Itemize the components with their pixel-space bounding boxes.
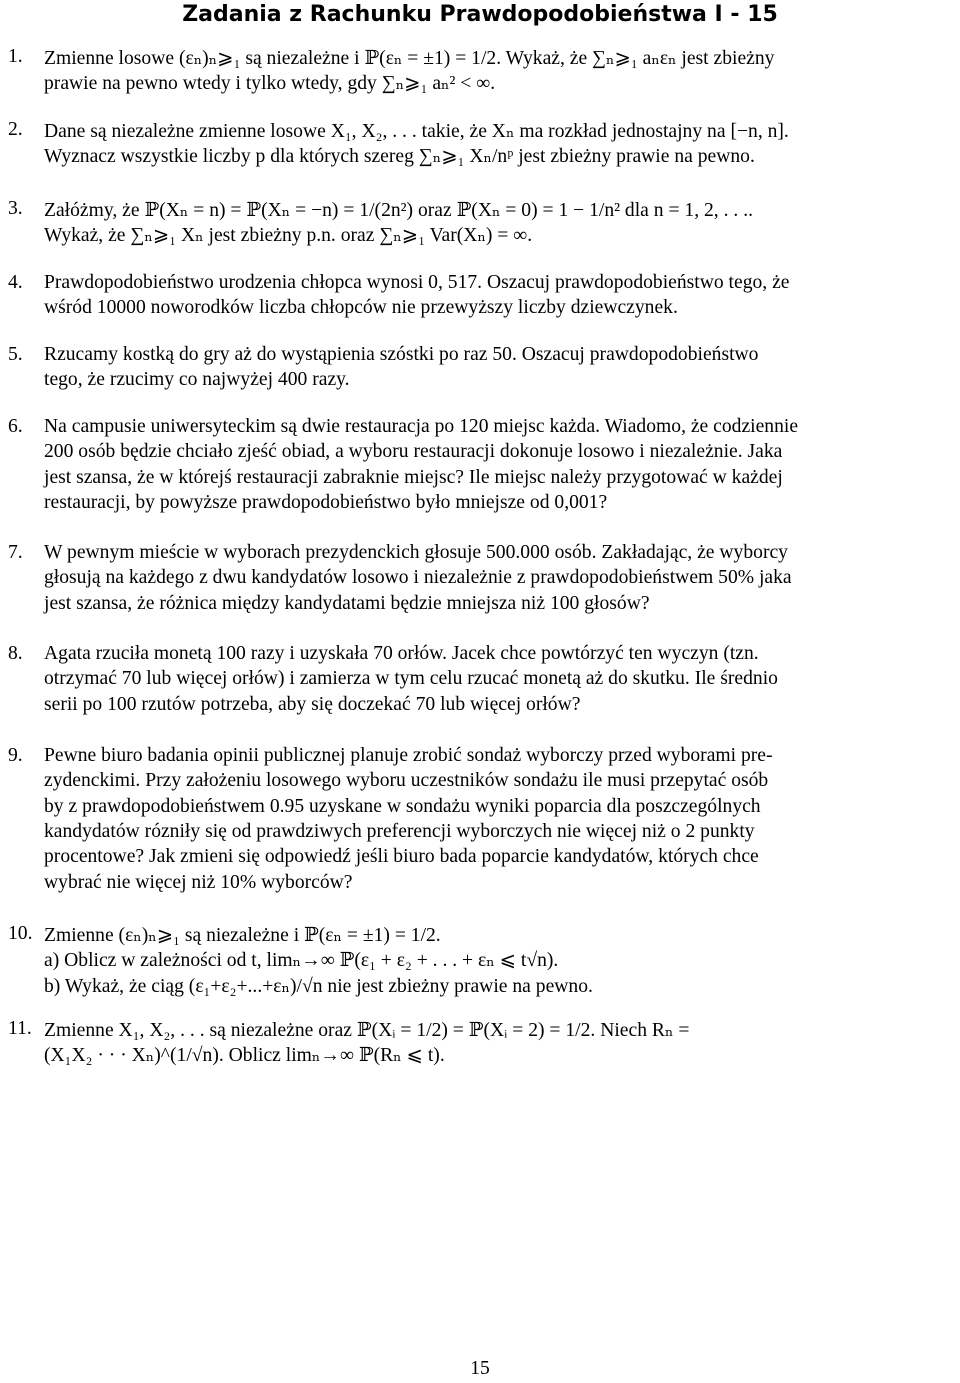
problem-number: 11. — [8, 1018, 32, 1039]
problem-number: 2. — [8, 119, 23, 140]
problem-text-line: restauracji, by powyższe prawdopodobieństwo było mniejsze od 0,001? — [44, 491, 608, 513]
problem-text-line: procentowe? Jak zmieni się odpowiedź jeśli biuro bada poparcie kandydatów, których chce — [44, 846, 759, 868]
problem-text-line: Pewne biuro badania opinii publicznej planuje zrobić sondaż wyborczy przed wyborami pre- — [44, 745, 773, 766]
problem-number: 4. — [8, 272, 23, 293]
problem-text-line: b) Wykaż, że ciąg (ε₁+ε₂+...+εₙ)/√n nie jest zbieżny prawie na pewno. — [44, 975, 593, 997]
problem-number: 6. — [8, 416, 23, 437]
problem-text-line: Na campusie uniwersyteckim są dwie restauracja po 120 miejsc każda. Wiadomo, że codziennie — [44, 416, 799, 437]
problem-3 — [8, 198, 956, 249]
problem-text-line: 200 osób będzie chciało zjeść obiad, a wyboru restauracji dokonuje losowo i niezależnie. Jaka — [44, 441, 783, 463]
problem-text-line: Agata rzuciła monetą 100 razy i uzyskała 70 orłów. Jacek chce powtórzyć ten wyczyn (tzn. — [44, 643, 759, 664]
problem-text-line: Wyznacz wszystkie liczby p dla których szereg ∑ₙ⩾₁ Xₙ/nᵖ jest zbieżny prawie na pewno. — [44, 146, 755, 168]
problem-text-line: Zmienne X₁, X₂, . . . są niezależne oraz ℙ(Xᵢ = 1/2) = ℙ(Xᵢ = 2) = 1/2. Niech Rₙ = — [44, 1020, 690, 1041]
problem-9 — [8, 745, 956, 897]
problem-5 — [8, 344, 956, 395]
problem-text-line: (X₁X₂ · · · Xₙ)^(1/√n). Oblicz limₙ→∞ ℙ(Rₙ ⩽ t). — [44, 1045, 445, 1067]
problem-number: 9. — [8, 745, 23, 766]
problem-4 — [8, 272, 956, 323]
problem-text-line: prawie na pewno wtedy i tylko wtedy, gdy ∑ₙ⩾₁ aₙ² < ∞. — [44, 73, 496, 95]
problem-text-line: Dane są niezależne zmienne losowe X₁, X₂, . . . takie, że Xₙ ma rozkład jednostajny na [−n, n]. — [44, 121, 789, 142]
problem-text-line: jest szansa, że w którejś restauracji zabraknie miejsc? Ile miejsc należy przygotować w każdej — [44, 466, 783, 488]
problem-text-line: kandydatów rózniły się od prawdziwych preferencji wyborczych nie więcej niż o 2 punkty — [44, 820, 755, 842]
problem-6 — [8, 416, 956, 517]
problem-text-line: jest szansa, że różnica między kandydatami będzie mniejsza niż 100 głosów? — [44, 592, 650, 614]
problem-number: 5. — [8, 344, 23, 365]
problem-8 — [8, 643, 956, 719]
problem-7 — [8, 542, 956, 618]
problem-number: 7. — [8, 542, 23, 563]
problem-text-line: serii po 100 rzutów potrzeba, aby się doczekać 70 lub więcej orłów? — [44, 693, 581, 715]
page-number: 15 — [470, 1358, 490, 1379]
problem-text-line: W pewnym mieście w wyborach prezydenckich głosuje 500.000 osób. Zakładając, że wyborcy — [44, 542, 788, 563]
problem-11 — [8, 1018, 956, 1069]
problem-number: 8. — [8, 643, 23, 664]
problem-text-line: Wykaż, że ∑ₙ⩾₁ Xₙ jest zbieżny p.n. oraz ∑ₙ⩾₁ Var(Xₙ) = ∞. — [44, 225, 533, 247]
problem-text-line: otrzymać 70 lub więcej orłów) i zamierza w tym celu rzucać monetą aż do skutku. Ile średnio — [44, 668, 778, 690]
problem-text-line: Zmienne losowe (εₙ)ₙ⩾₁ są niezależne i ℙ(εₙ = ±1) = 1/2. Wykaż, że ∑ₙ⩾₁ aₙεₙ jest zbieżny — [44, 48, 775, 69]
problem-1 — [8, 46, 956, 97]
problem-number: 3. — [8, 198, 23, 219]
problem-number: 10. — [8, 923, 33, 944]
problem-text-line: głosują na każdego z dwu kandydatów losowo i niezależnie z prawdopodobieństwem 50% jaka — [44, 567, 792, 589]
problem-text-line: Rzucamy kostką do gry aż do wystąpienia szóstki po raz 50. Oszacuj prawdopodobieństwo — [44, 344, 759, 365]
problem-number: 1. — [8, 46, 23, 67]
problem-text-line: tego, że rzucimy co najwyżej 400 razy. — [44, 369, 350, 391]
problem-text-line: by z prawdopodobieństwem 0.95 uzyskane w sondażu wyniki poparcia dla poszczególnych — [44, 795, 761, 817]
problem-text-line: wśród 10000 noworodków liczba chłopców nie przewyższy liczby dziewczynek. — [44, 297, 678, 319]
problem-text-line: a) Oblicz w zależności od t, limₙ→∞ ℙ(ε₁ + ε₂ + . . . + εₙ ⩽ t√n). — [44, 950, 559, 972]
problem-10 — [8, 923, 956, 999]
problem-2 — [8, 119, 956, 170]
page-title: Zadania z Rachunku Prawdopodobieństwa I - 15 — [182, 2, 778, 27]
problem-text-line: Zmienne (εₙ)ₙ⩾₁ są niezależne i ℙ(εₙ = ±1) = 1/2. — [44, 925, 441, 946]
problem-text-line: wybrać nie więcej niż 10% wyborców? — [44, 871, 353, 893]
problem-text-line: Prawdopodobieństwo urodzenia chłopca wynosi 0, 517. Oszacuj prawdopodobieństwo tego, że — [44, 272, 790, 293]
problem-text-line: Załóżmy, że ℙ(Xₙ = n) = ℙ(Xₙ = −n) = 1/(2n²) oraz ℙ(Xₙ = 0) = 1 − 1/n² dla n = 1, 2, . . .. — [44, 200, 753, 221]
problem-text-line: zydenckimi. Przy założeniu losowego wyboru uczestników sondażu ile musi przepytać osób — [44, 770, 769, 792]
